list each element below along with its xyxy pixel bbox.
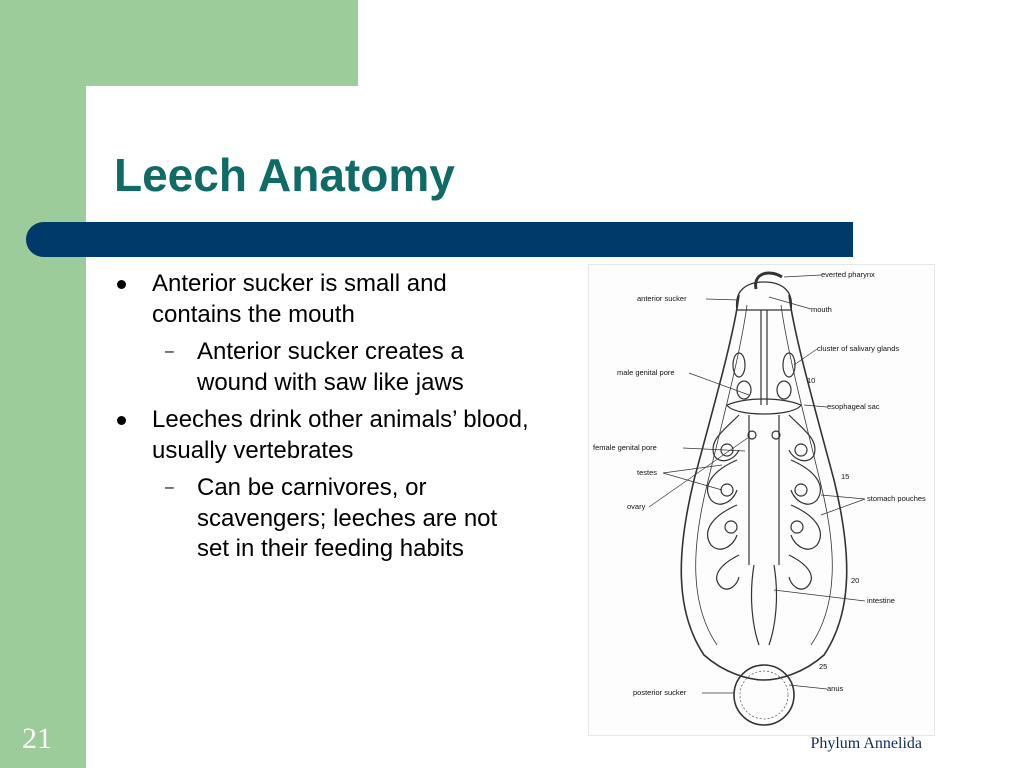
label-esophageal-sac: esophageal sac: [827, 402, 880, 411]
label-male-genital-pore: male genital pore: [617, 368, 675, 377]
sub-bullet-text: Anterior sucker creates a wound with saw like jaws: [197, 338, 464, 396]
bullet-item: [112, 405, 532, 466]
label-anus: anus: [827, 684, 844, 693]
dash-icon: –: [165, 479, 174, 496]
label-seg-10: 10: [807, 376, 816, 385]
label-seg-25: 25: [819, 662, 828, 671]
slide-title: Leech Anatomy: [114, 149, 455, 201]
label-ovary: ovary: [627, 502, 646, 511]
sub-bullet-item: [112, 337, 532, 398]
bullet-text: Leeches drink other animals’ blood, usually vertebrates: [152, 406, 529, 464]
label-posterior-sucker: posterior sucker: [633, 688, 687, 697]
label-salivary-glands: cluster of salivary glands: [817, 344, 900, 353]
leech-anatomy-diagram: [588, 264, 935, 736]
label-everted-pharynx: everted pharynx: [821, 270, 875, 279]
label-anterior-sucker: anterior sucker: [637, 294, 687, 303]
bullet-text: Anterior sucker is small and contains the mouth: [152, 270, 447, 328]
bullet-dot-icon: [117, 280, 126, 289]
bullet-item: [112, 269, 532, 330]
label-seg-20: 20: [851, 576, 860, 585]
bullet-list: [112, 269, 532, 572]
label-seg-15: 15: [841, 472, 850, 481]
sub-bullet-item: [112, 473, 532, 565]
label-mouth: mouth: [811, 305, 832, 314]
green-side-strip: [0, 0, 86, 768]
footer-text: Phylum Annelida: [810, 735, 922, 752]
label-intestine: intestine: [867, 596, 895, 605]
label-female-genital-pore: female genital pore: [593, 443, 657, 452]
dash-icon: –: [165, 343, 174, 360]
slide-number: 21: [22, 722, 52, 755]
label-stomach-pouches: stomach pouches: [867, 494, 926, 503]
title-divider-bar: [26, 222, 853, 257]
label-testes: testes: [637, 468, 658, 477]
bullet-dot-icon: [117, 416, 126, 425]
sub-bullet-text: Can be carnivores, or scavengers; leeches are not set in their feeding habits: [197, 474, 498, 562]
